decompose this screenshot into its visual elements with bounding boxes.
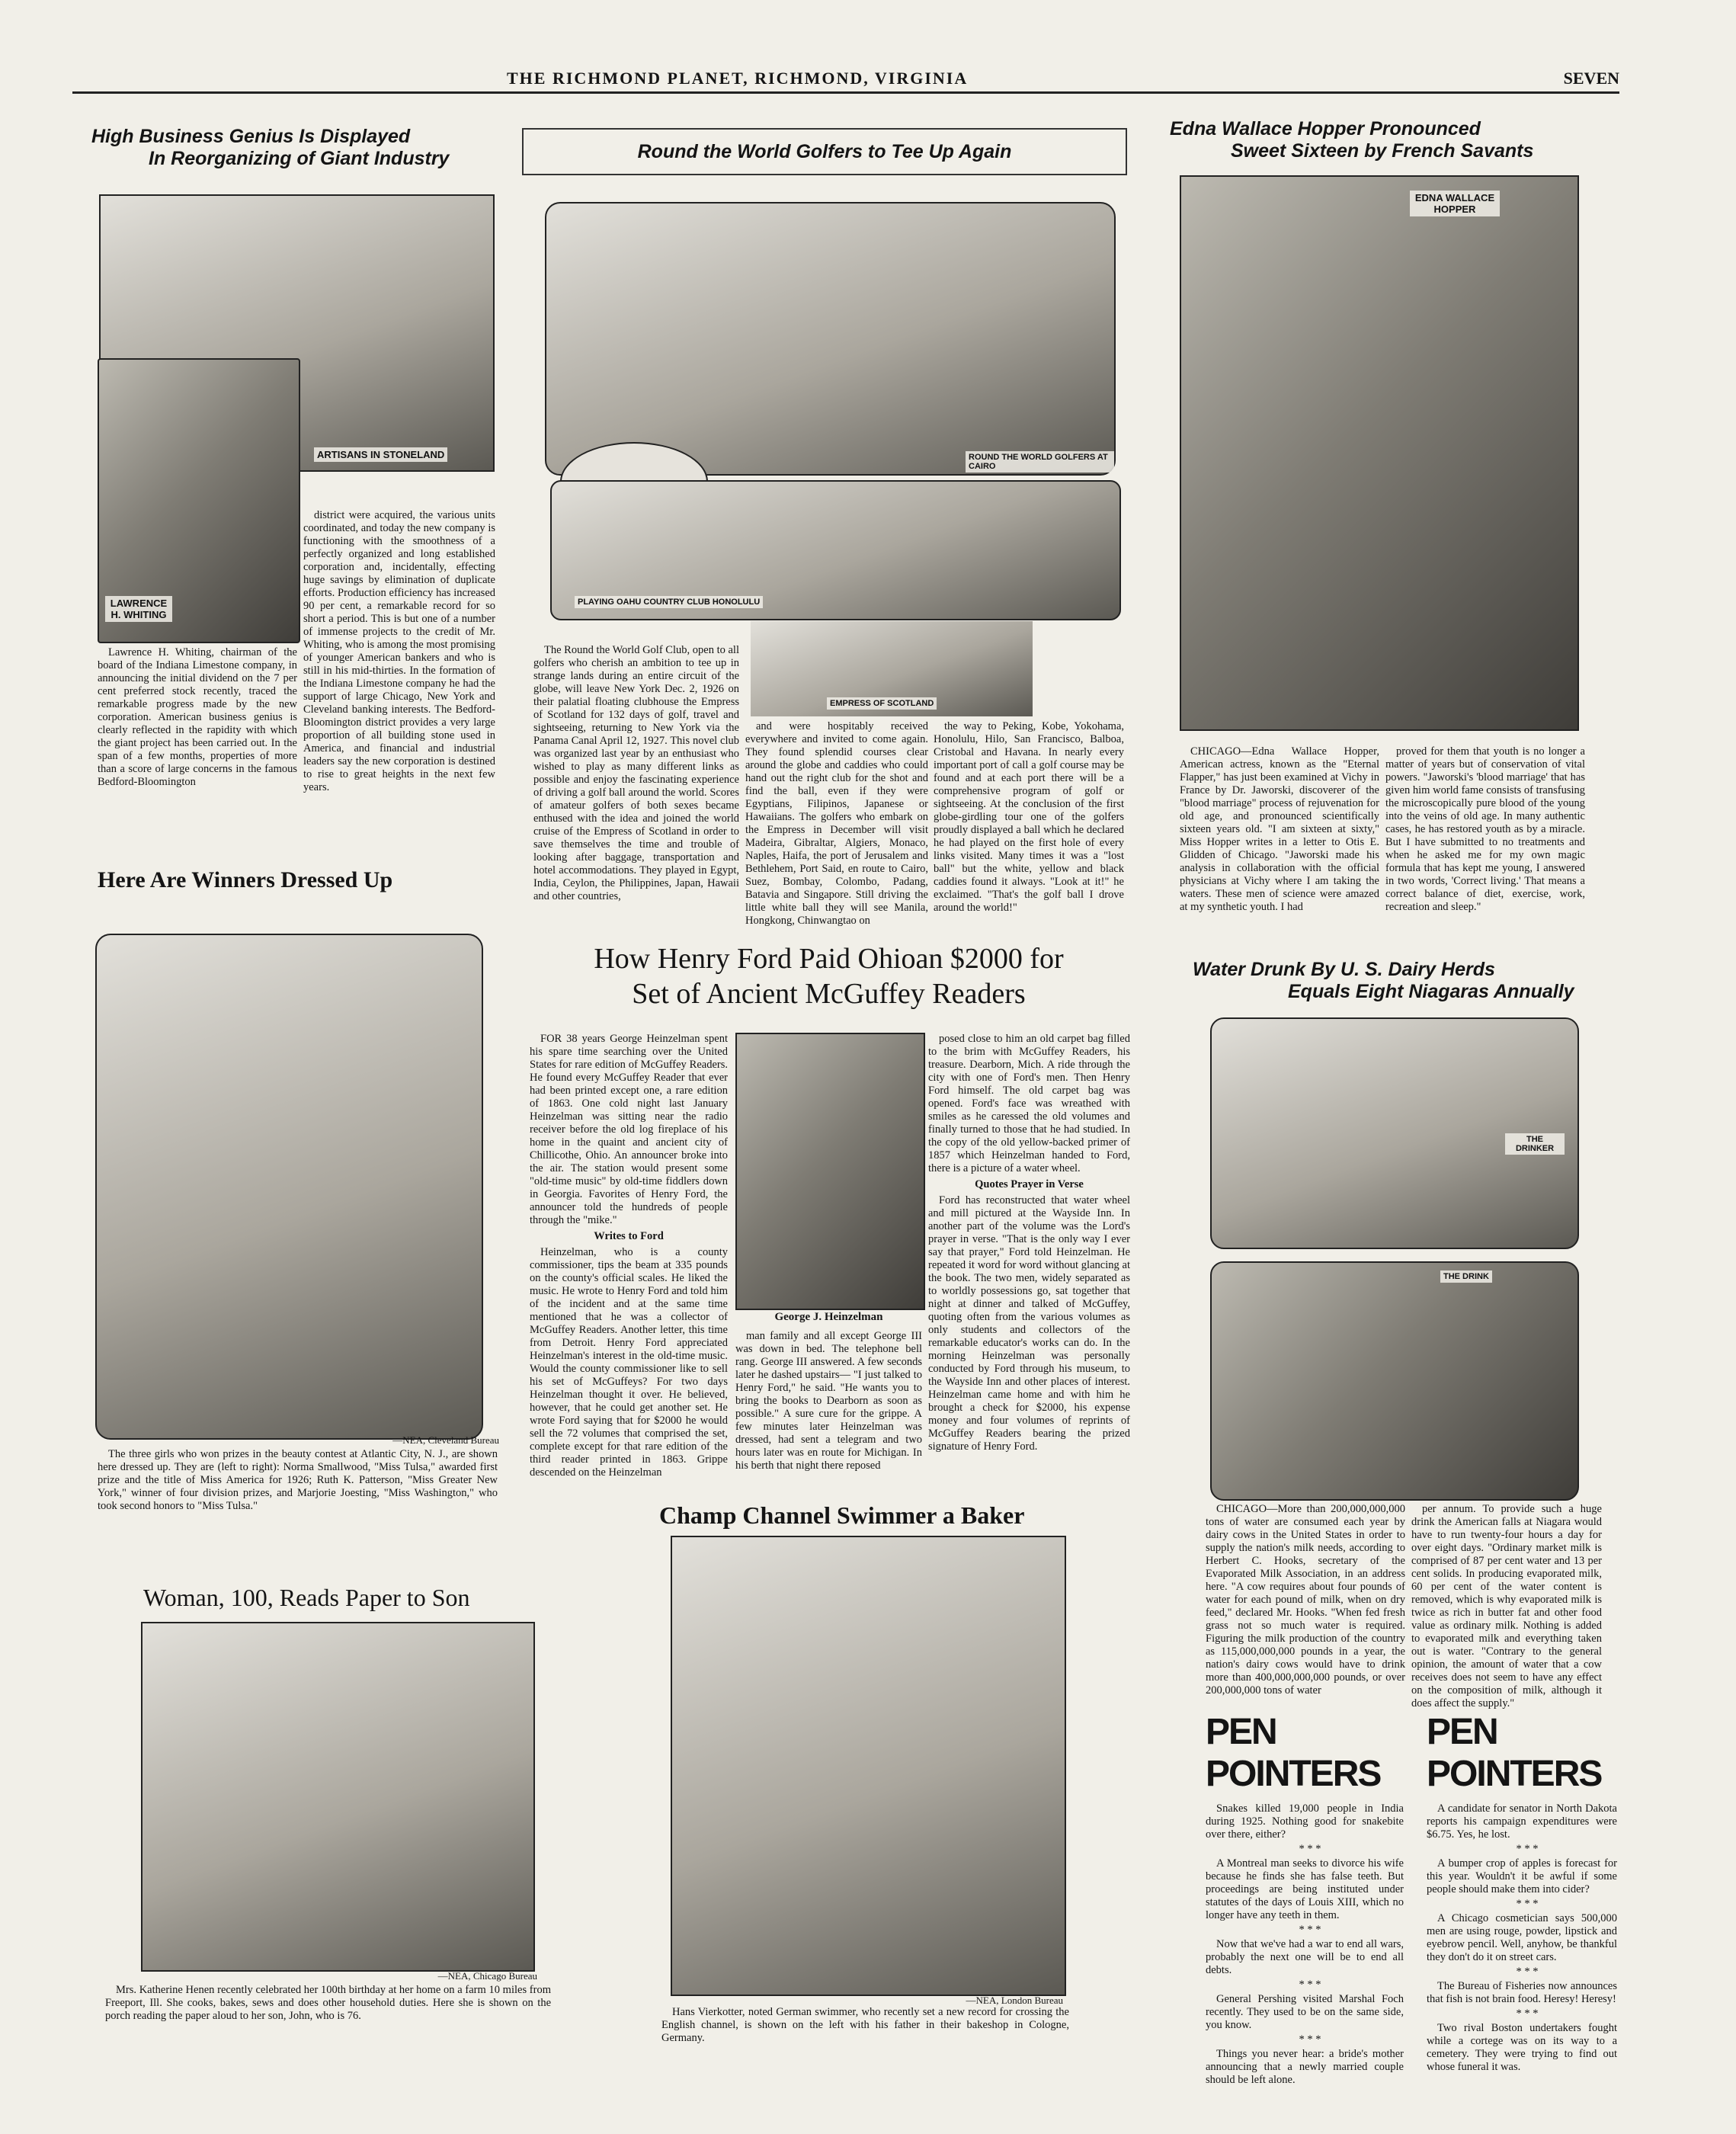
woman-credit: —NEA, Chicago Bureau <box>437 1970 537 1982</box>
masthead <box>72 69 1619 94</box>
golf-col3 <box>934 720 1124 918</box>
separator-stars: * * * <box>1516 2007 1539 2020</box>
woman-headline: Woman, 100, Reads Paper to Son <box>143 1584 470 1611</box>
golf-col2 <box>745 720 928 927</box>
separator-stars: * * * <box>1299 1979 1321 1991</box>
pen-pointers-right <box>1427 1711 1617 2104</box>
swimmer-baker-photo <box>671 1536 1066 1996</box>
heinzelman-caption: George J. Heinzelman <box>774 1311 883 1323</box>
niagara-photo <box>1210 1261 1579 1501</box>
business-headline-line2: In Reorganizing of Giant Industry <box>149 148 450 169</box>
pen-right-item: A bumper crop of apples is forecast for this year. Wouldn't it be awful if some people should make them into cider? <box>1427 1857 1617 1895</box>
whiting-label: LAWRENCE H. WHITING <box>105 596 172 622</box>
golf-ship-caption: EMPRESS OF SCOTLAND <box>827 697 937 710</box>
pen-left-item: Things you never hear: a bride's mother announcing that a newly married couple should be left alone. <box>1206 2048 1404 2086</box>
separator-stars: * * * <box>1516 1898 1539 1910</box>
dairy-col1-text: CHICAGO—More than 200,000,000,000 tons of water are consumed each year by dairy cows in the United States in order to supply the nation's milk needs, according to Herbert C. Hooks, secretary of the Evaporated Milk Association, in an address here. "A cow requires about four pounds of water for each pound of milk, when on dry feed," declared Mr. Hooks. "When fed fresh grass not so much water is required. Figuring the milk production of the country as 115,000,000,000 pounds in a year, the nation's dairy cows would have to drink more than 400,000,000,000 pounds, or over 200,000,000 tons of water <box>1206 1503 1405 1697</box>
dairy-col2-text: per annum. To provide such a huge drink the American falls at Niagara would have to run twenty-four hours a day for over eight days. "Ordinary market milk is comprised of 87 per cent water and 13 per cent solids. In producing evaporated milk, 60 per cent of the water content is removed, which is why evaporated milk is twice as rich in butter fat and other food value as ordinary milk. Nothing is added to evaporated milk and everything taken out is water. "Contrary to the general opinion, the amount of water that a cow receives does not seem to have any effect on the composition of milk, although it does affect the supply." <box>1411 1503 1602 1709</box>
swimmer-caption <box>661 2006 1069 2048</box>
golf-col1-text: The Round the World Golf Club, open to all golfers who cherish an ambition to tee up in strange lands during an entire circuit of the globe, will leave New York Dec. 2, 1926 on their palatial floating clubhouse the Empress of Scotland for 132 days of golf, travel and sightseeing, returning to New York via the Panama Canal April 12, 1927. This novel club was organized last year by an enthusiast who wished to play as many different links as possible and enjoy the fascinating experience of driving a golf ball around the world. Scores of amateur golfers of both sexes became enthused with the idea and joined the world cruise of the Empress of Scotland in order to save themselves the time and trouble of looking after baggage, transportation and hotel accommodations. They played in Egypt, India, Ceylon, the Philippines, Japan, Hawaii and other countries, <box>533 644 739 902</box>
separator-stars: * * * <box>1299 2033 1321 2046</box>
business-col1 <box>98 646 297 846</box>
golf-col3-text: the way to Peking, Kobe, Yokohama, Honolulu, Hilo, San Francisco, Balboa, Cristobal and Havana. In nearly every important port of call a golf course may be found and at each port there will be a comprehensive program of golf or sightseeing. At the conclusion of the first globe-girdling tour one of the golfers proudly displayed a ball which he declared he had played on the first hole of every links visited. Many times it was a "lost ball" but the white, yellow and black caddies found it always. "Look at it!" he exclaimed. "That's the golf ball I drove around the world!" <box>934 720 1124 914</box>
ford-col2 <box>735 1330 922 1475</box>
beauty-credit: —NEA, Cleveland Bureau <box>392 1434 499 1446</box>
dairy-headline-line2: Equals Eight Niagaras Annually <box>1288 981 1574 1002</box>
pen-right-item: The Bureau of Fisheries now announces that fish is not brain food. Heresy! Heresy! <box>1427 1980 1617 2005</box>
newspaper-title: THE RICHMOND PLANET, RICHMOND, VIRGINIA <box>507 69 969 88</box>
heinzelman-portrait <box>735 1033 925 1310</box>
ford-col2-text: man family and all except George III was down in bed. The telephone bell rang. George III answered. A few seconds later he dashed upstairs— "I just talked to Henry Ford," he said. "He wants you to bring the books to Dearborn as soon as possible." A sure cure for the grippe. A few minutes later Heinzelman was dressed, had sent a telegram and two hours later was en route for Michigan. In his berth that night there reposed <box>735 1330 922 1472</box>
dairy-col1 <box>1206 1503 1405 1700</box>
woman-reading-photo <box>141 1622 535 1972</box>
woman-caption <box>105 1984 551 2041</box>
swimmer-headline: Champ Channel Swimmer a Baker <box>659 1501 1025 1529</box>
pen-pointers-left <box>1206 1711 1404 2104</box>
ford-subhead-prayer: Quotes Prayer in Verse <box>975 1178 1084 1190</box>
hopper-col1 <box>1180 745 1379 928</box>
pen-pointers-right-title: PEN POINTERS <box>1427 1712 1602 1794</box>
hopper-headline-line1: Edna Wallace Hopper Pronounced <box>1170 118 1481 139</box>
niagara-caption: THE DRINK <box>1440 1270 1492 1283</box>
business-col1-text: Lawrence H. Whiting, chairman of the board of the Indiana Limestone company, in announcing the initial dividend on the 7 per cent preferred stock recently, traced the remarkable progress made by the new corporation. American business genius is clearly reflected in the rapidity with which the giant project has been carried out. In the span of a few months, properties of more than a score of large concerns in the famous Bedford-Bloomington <box>98 646 297 788</box>
swimmer-caption-text: Hans Vierkotter, noted German swimmer, who recently set a new record for crossing the English channel, is shown on the left with his father in their bakeshop in Cologne, Germany. <box>661 2006 1069 2044</box>
business-col2-text: district were acquired, the various units coordinated, and today the new company is functioning with the smoothness of a perfectly organized and long established corporation and, incidentally, effecting huge savings by elimination of duplicate efforts. Production efficiency has increased 90 per cent, a remarkable record for so short a period. This is but one of a number of immense projects to the credit of Mr. Whiting, who is among the most promising of younger American bankers and who is still in his mid-thirties. In the formation of the Indiana Limestone company he had the support of large Chicago, New York and Cleveland banking interests. The Bedford-Bloomington district provides a very large proportion of all building stone used in America, and financial and industrial leaders say the new corporation is destined to rise to great heights in the next few years. <box>303 509 495 793</box>
ford-col1 <box>530 1033 728 1479</box>
hopper-headline <box>1170 118 1597 162</box>
ford-col3-rest: Ford has reconstructed that water wheel and mill pictured at the Wayside Inn. In another part of the volume was the Lord's prayer in verse. "That is the only way I ever say that prayer," Ford told Heinzelman. He repeated it word for word without glancing at the book. The two men, widely separated as to worldly possessions go, sat together that night at dinner and talked of McGuffey, quoting often from the various volumes as only students and collectors of the remarkable educator's works can do. In the morning Heinzelman was personally conducted by Ford through his museum, to the Wayside Inn and other places of interest. Heinzelman came home and with him he brought a check for $2000, his expense money and four volumes of reprints of McGuffey Readers bearing the prized signature of Henry Ford. <box>928 1194 1130 1453</box>
golf-col2-text: and were hospitably received everywhere and invited to come again. They found splendid courses clear around the globe and caddies who could hand out the right club for the shot and find the ball, even if they were Egyptians, Filipinos, Japanese or Hawaiians. The golfers who embark on the Empress in December will visit Madeira, Gibraltar, Algiers, Monaco, Naples, Haifa, the port of Jerusalem and Bethlehem, Port Said, en route to Cairo, Suez, Bombay, Colombo, Padang, Batavia and Singapore. Still driving the little white ball they will see Manila, Hongkong, Chinwangtao on <box>745 720 928 927</box>
business-headline <box>91 126 495 170</box>
dairy-headline <box>1193 959 1600 1003</box>
ford-subhead-writes: Writes to Ford <box>594 1230 664 1242</box>
separator-stars: * * * <box>1516 1843 1539 1855</box>
woman-caption-text: Mrs. Katherine Henen recently celebrated her 100th birthday at her home on a farm 10 miles from Freeport, Ill. She cooks, bakes, sews and does other household duties. Here she is shown on the porch reading the paper aloud to her son, John, who is 76. <box>105 1984 551 2022</box>
pen-right-item: A candidate for senator in North Dakota reports his campaign expenditures were $6.75. Yes, he lost. <box>1427 1802 1617 1841</box>
separator-stars: * * * <box>1299 1843 1321 1855</box>
beauty-caption <box>98 1448 498 1528</box>
dairy-headline-line1: Water Drunk By U. S. Dairy Herds <box>1193 959 1495 980</box>
ford-col3-lead: posed close to him an old carpet bag filled to the brim with McGuffey Readers, his treasure. Dearborn, Mich. A ride through the city with one of Ford's men. Then Henry Ford himself. The old carpet bag was opened. Ford's face was wreathed with smiles as he caressed the old volumes and finally turned to those that he had studied. In the copy of the old yellow-backed primer of 1857 which Heinzelman handed to Ford, there is a picture of a water wheel. <box>928 1033 1130 1174</box>
hopper-col2 <box>1385 745 1585 928</box>
beauty-winners-photo <box>95 934 483 1440</box>
ford-headline-line2: Set of Ancient McGuffey Readers <box>632 978 1026 1010</box>
cow-caption: THE DRINKER <box>1505 1133 1565 1155</box>
hopper-col1-text: CHICAGO—Edna Wallace Hopper, American actress, known as the "Eternal Flapper," has just been examined at Vichy in France by Dr. Jaworski, discoverer of the "blood marriage" process of rejuvenation for old age, and pronounced scientifically sixteen years old. "I am sixteen at sixty," Miss Hopper writes in a letter to Otis E. Glidden of Chicago. "Jaworski made his analysis in collaboration with the official physicians at Vichy where I am taking the waters. These men of science were amazed at my synthetic youth. I had <box>1180 745 1379 913</box>
golf-headline-box <box>522 128 1127 175</box>
hopper-label: EDNA WALLACE HOPPER <box>1410 191 1500 216</box>
empress-ship-photo <box>751 621 1033 716</box>
pen-left-item: Now that we've had a war to end all wars, probably the next one will be to end all debts. <box>1206 1938 1404 1976</box>
business-headline-line1: High Business Genius Is Displayed <box>91 126 411 147</box>
page-number: SEVEN <box>1563 69 1619 88</box>
oahu-club-photo <box>550 480 1121 620</box>
pen-pointers-left-title: PEN POINTERS <box>1206 1712 1381 1794</box>
pen-right-item: Two rival Boston undertakers fought while a cortege was on its way to a cemetery. They were trying to find out whose funeral it was. <box>1427 2022 1617 2073</box>
whiting-portrait <box>98 358 300 643</box>
pen-left-item: Snakes killed 19,000 people in India during 1925. Nothing good for snakebite over there, either? <box>1206 1802 1404 1841</box>
artisans-caption: ARTISANS IN STONELAND <box>314 447 447 462</box>
hopper-col2-text: proved for them that youth is no longer a matter of years but of conservation of vital powers. "Jaworski's 'blood marriage' that has given him world fame consists of transfusing the microscopically pure blood of the young into the veins of old age. In many authentic cases, he has restored youth as by a miracle. But I have submitted to no treatments and when he asked me for my own magic formula that has kept me young, I answered in two words, 'Correct living.' That means a correct balance of diet, exercise, work, recreation and sleep." <box>1385 745 1585 913</box>
pen-left-item: General Pershing visited Marshal Foch recently. They used to be on the same side, you know. <box>1206 1993 1404 2031</box>
beauty-headline: Here Are Winners Dressed Up <box>98 867 393 892</box>
separator-stars: * * * <box>1516 1966 1539 1978</box>
golf-col1 <box>533 644 739 918</box>
ford-headline <box>526 941 1132 1011</box>
business-col2 <box>303 509 495 846</box>
ford-col1-rest: Heinzelman, who is a county commissioner, tips the beam at 335 pounds on the county's official scales. He liked the music. He wrote to Henry Ford and told him of the incident and at the same time mentioned that he was a collector of McGuffey Readers. Another letter, this time from Detroit. Henry Ford appreciated Heinzelman's interest in the old-time music. Would the county commissioner like to sell his set of McGuffeys? For two days Heinzelman thought it over. He believed, however, that he could get another set. He wrote Ford saying that for $2000 he would sell the 72 volumes that comprised the set, complete except for that rare edition of the third reader printed in 1863. Grippe descended on the Heinzelman <box>530 1246 728 1479</box>
pen-left-item: A Montreal man seeks to divorce his wife because he finds she has false teeth. But proceedings are being instituted under statutes of the days of Louis XIII, which no longer have any teeth in them. <box>1206 1857 1404 1921</box>
ford-col1-lead: FOR 38 years George Heinzelman spent his spare time searching over the United States for rare edition of McGuffey Readers. He found every McGuffey Reader that ever had been printed except one, a rare edition of 1863. One cold night last January Heinzelman was sitting near the radio receiver before the old log fireplace of his home in the quaint and ancient city of Chillicothe, Ohio. An announcer broke into the air. The station would present some "old-time music" by old-time fiddlers down in Georgia. Favorites of Henry Ford, the announcer told the hundreds of people through the "mike." <box>530 1033 728 1226</box>
ford-headline-line1: How Henry Ford Paid Ohioan $2000 for <box>594 943 1064 975</box>
cow-photo <box>1210 1017 1579 1249</box>
hopper-headline-line2: Sweet Sixteen by French Savants <box>1231 140 1534 162</box>
golfers-cairo-photo <box>545 202 1116 476</box>
golf-oahu-caption: PLAYING OAHU COUNTRY CLUB HONOLULU <box>575 596 763 608</box>
swimmer-credit: —NEA, London Bureau <box>966 1995 1063 2006</box>
pen-right-item: A Chicago cosmetician says 500,000 men are using rouge, powder, lipstick and eyebrow pencil. Well, anyhow, be thankful they don't do it on street cars. <box>1427 1912 1617 1963</box>
golf-cairo-caption: ROUND THE WORLD GOLFERS AT CAIRO <box>966 451 1114 473</box>
golf-headline: Round the World Golfers to Tee Up Again <box>637 140 1012 162</box>
beauty-caption-text: The three girls who won prizes in the beauty contest at Atlantic City, N. J., are shown here dressed up. They are (left to right): Norma Smallwood, "Miss Tulsa," awarded first prize and the title of Miss America for 1926; Ruth K. Patterson, "Miss Greater New York," winner of four division prizes, and Marjorie Joesting, "Miss Washington," who took second honors to "Miss Tulsa." <box>98 1448 498 1512</box>
dairy-col2 <box>1411 1503 1602 1709</box>
hopper-photo <box>1180 175 1579 731</box>
ford-col3 <box>928 1033 1130 1475</box>
separator-stars: * * * <box>1299 1924 1321 1936</box>
